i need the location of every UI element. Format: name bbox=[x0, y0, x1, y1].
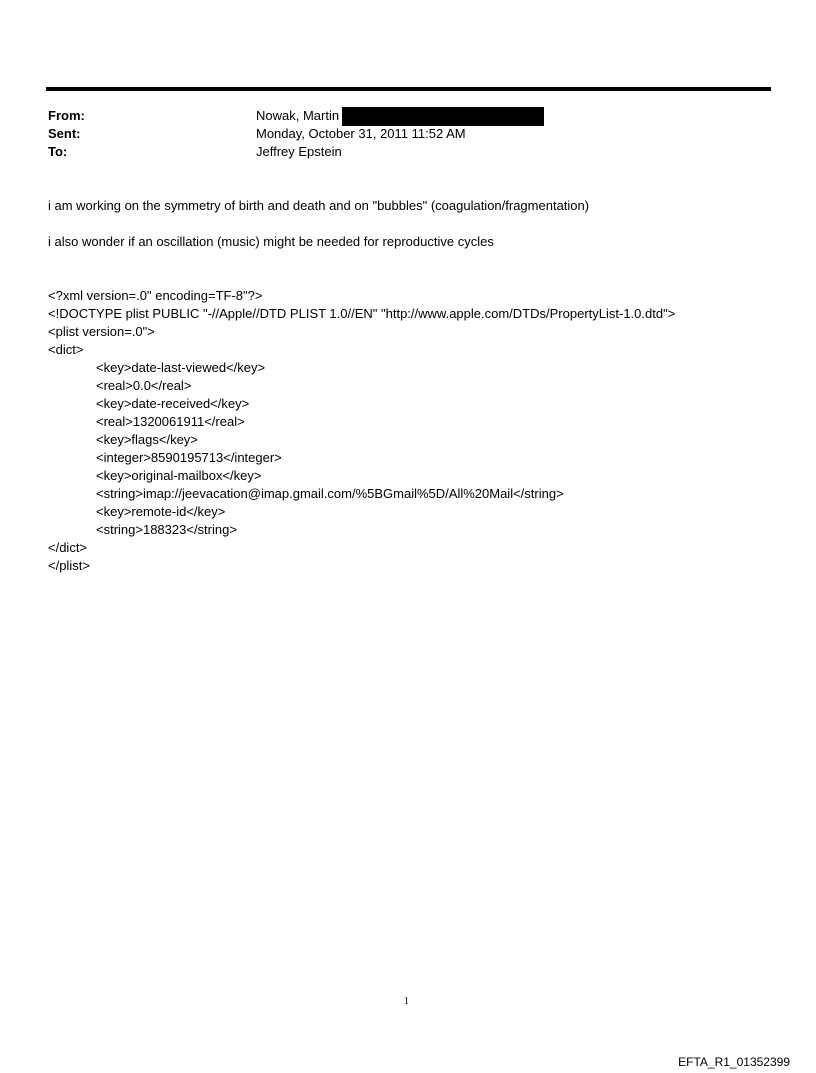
redaction-bar bbox=[342, 107, 544, 126]
plist-line: <key>date-last-viewed</key> bbox=[96, 360, 266, 375]
to-value: Jeffrey Epstein bbox=[256, 144, 342, 159]
header-divider bbox=[46, 87, 771, 91]
body-paragraph-1: i am working on the symmetry of birth and death and on "bubbles" (coagulation/fragmentation) bbox=[48, 198, 590, 213]
to-label: To: bbox=[48, 144, 68, 159]
page-number: 1 bbox=[404, 996, 409, 1007]
plist-line: <string>188323</string> bbox=[96, 522, 237, 537]
plist-line: </plist> bbox=[48, 558, 90, 573]
from-label: From: bbox=[48, 108, 85, 123]
plist-line: <dict> bbox=[48, 342, 84, 357]
bates-number: EFTA_R1_01352399 bbox=[678, 1055, 790, 1069]
plist-line: <key>remote-id</key> bbox=[96, 504, 226, 519]
plist-line: <real>1320061911</real> bbox=[96, 414, 245, 429]
plist-line: </dict> bbox=[48, 540, 88, 555]
plist-block bbox=[48, 287, 675, 575]
sent-value: Monday, October 31, 2011 11:52 AM bbox=[256, 126, 466, 141]
plist-line: <integer>8590195713</integer> bbox=[96, 450, 282, 465]
plist-line: <real>0.0</real> bbox=[96, 378, 192, 393]
plist-line: <key>original-mailbox</key> bbox=[96, 468, 262, 483]
plist-line: <key>flags</key> bbox=[96, 432, 198, 447]
plist-line: <!DOCTYPE plist PUBLIC "-//Apple//DTD PLIST 1.0//EN" "http://www.apple.com/DTDs/PropertyList-1.0.dtd"> bbox=[48, 306, 676, 321]
plist-line: <plist version=.0"> bbox=[48, 324, 155, 339]
plist-line: <key>date-received</key> bbox=[96, 396, 250, 411]
body-paragraph-2: i also wonder if an oscillation (music) might be needed for reproductive cycles bbox=[48, 234, 494, 249]
plist-line: <?xml version=.0" encoding=TF-8"?> bbox=[48, 288, 263, 303]
from-value: Nowak, Martin bbox=[256, 108, 340, 123]
sent-label: Sent: bbox=[48, 126, 81, 141]
plist-line: <string>imap://jeevacation@imap.gmail.com/%5BGmail%5D/All%20Mail</string> bbox=[96, 486, 564, 501]
